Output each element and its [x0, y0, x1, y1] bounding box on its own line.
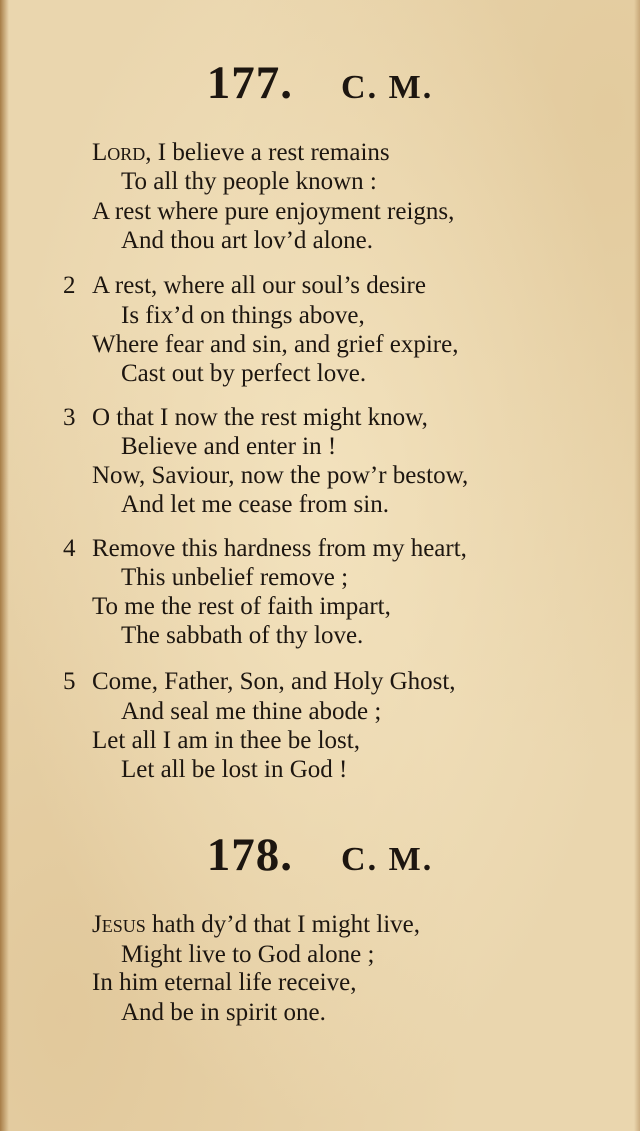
hymn-178-line-4: And be in spirit one.: [121, 999, 326, 1026]
first-word: Lord: [92, 139, 146, 166]
hymn-number: 178.: [206, 829, 294, 881]
verse-5-line-4: Let all be lost in God !: [121, 756, 348, 783]
hymn-178-line-2: Might live to God alone ;: [121, 941, 375, 968]
page-edge-left: [0, 0, 9, 1131]
verse-2-line-1: A rest, where all our soul’s desire: [92, 272, 426, 299]
verse-5-line-3: Let all I am in thee be lost,: [92, 727, 360, 754]
hymn-meter: C. M.: [341, 69, 434, 106]
verse-number: 2: [63, 272, 76, 299]
first-word: Jesus: [92, 911, 146, 938]
line-text: hath dy’d that I might live,: [145, 911, 421, 938]
verse-2-line-2: Is fix’d on things above,: [121, 302, 365, 329]
verse-5-line-2: And seal me thine abode ;: [121, 698, 382, 725]
verse-3-line-4: And let me cease from sin.: [121, 491, 389, 518]
line-text: , I believe a rest remains: [145, 139, 390, 166]
page-edge-right: [634, 0, 640, 1131]
hymn-number: 177.: [206, 57, 294, 109]
verse-number: 3: [63, 404, 76, 431]
hymn-178-line-1: [92, 910, 420, 939]
verse-1-line-4: And thou art lov’d alone.: [121, 227, 374, 254]
verse-3-line-3: Now, Saviour, now the pow’r bestow,: [92, 462, 469, 489]
verse-2-line-3: Where fear and sin, and grief expire,: [92, 331, 459, 358]
verse-number: 5: [63, 668, 76, 695]
verse-1-line-2: To all thy people known :: [121, 168, 377, 195]
verse-number: 4: [63, 535, 76, 562]
hymn-meter: C. M.: [341, 841, 434, 878]
verse-2-line-4: Cast out by perfect love.: [121, 360, 367, 387]
hymn-178-line-3: In him eternal life receive,: [92, 969, 357, 996]
verse-4-line-1: Remove this hardness from my heart,: [92, 535, 467, 562]
verse-1-line-3: A rest where pure enjoyment reigns,: [92, 198, 455, 225]
hymn-178-header: [0, 828, 640, 881]
verse-4-line-2: This unbelief remove ;: [121, 564, 349, 591]
verse-3-line-2: Believe and enter in !: [121, 433, 337, 460]
verse-1-line-1: [92, 138, 390, 167]
hymn-177-header: [0, 56, 640, 109]
verse-5-line-1: Come, Father, Son, and Holy Ghost,: [92, 668, 456, 695]
verse-4-line-3: To me the rest of faith impart,: [92, 593, 391, 620]
verse-4-line-4: The sabbath of thy love.: [121, 622, 364, 649]
verse-3-line-1: O that I now the rest might know,: [92, 404, 428, 431]
